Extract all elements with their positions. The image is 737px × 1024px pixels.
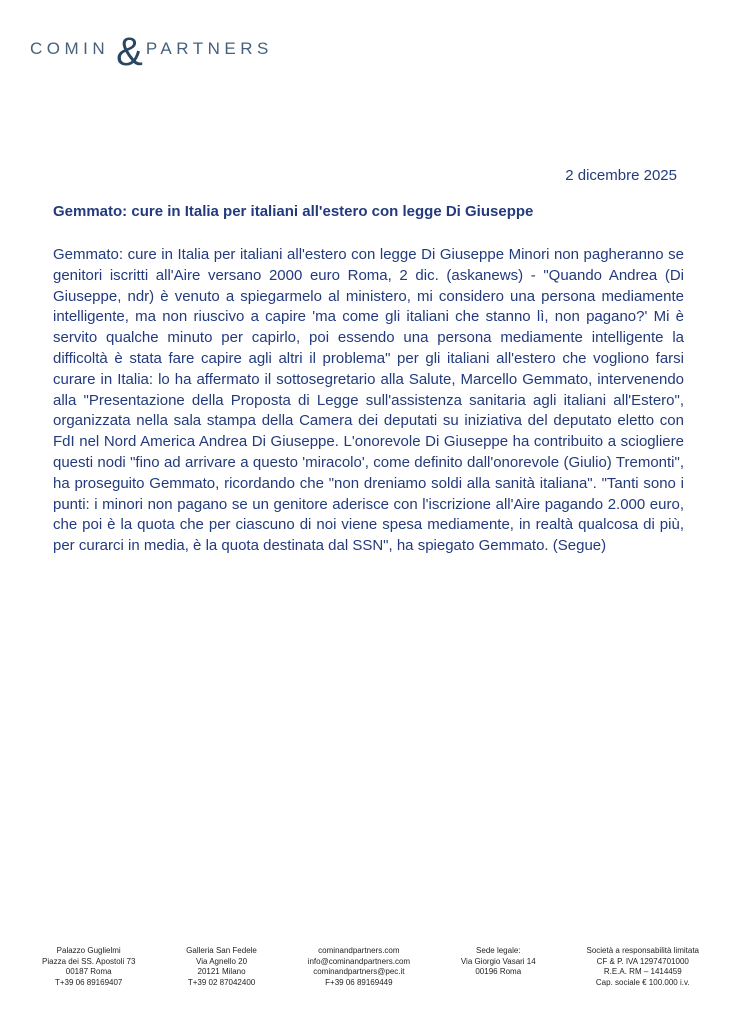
company-logo bbox=[30, 30, 273, 74]
footer-email: info@cominandpartners.com bbox=[307, 956, 411, 966]
footer-line: 20121 Milano bbox=[197, 967, 246, 976]
footer-line: CF & P. IVA 12974701000 bbox=[596, 956, 689, 966]
logo-word-comin: COMIN bbox=[30, 38, 110, 58]
footer-line: Sede legale: bbox=[476, 946, 521, 955]
footer-pec-email: cominandpartners@pec.it bbox=[313, 967, 405, 976]
footer-fax: F+39 06 89169449 bbox=[325, 977, 393, 987]
footer-line: Palazzo Guglielmi bbox=[56, 946, 121, 955]
footer-line: Via Agnello 20 bbox=[196, 956, 248, 966]
footer bbox=[42, 946, 699, 988]
footer-milan-office bbox=[186, 946, 257, 988]
footer-line: Piazza dei SS. Apostoli 73 bbox=[42, 956, 136, 966]
footer-line: Via Giorgio Vasari 14 bbox=[460, 956, 536, 966]
press-release-body: Gemmato: cure in Italia per italiani all'estero con legge Di Giuseppe Minori non pagheranno se genitori iscritti all'Aire versano 2000 euro Roma, 2 dic. (askanews) - "Quando Andrea (Di Giuseppe, ndr) è venuto a spiegarmelo al ministero, mi considero una persona mediamente intelligente, ma non riuscivo a capire 'ma come gli italiani che stanno lì, non pagano?' Mi è servito qualche minuto per capirlo, poi essendo una persona mediamente intelligente la difficoltà è stata fare capire agli altri il problema" per gli italiani all'estero che vogliono farsi curare in Italia: lo ha affermato il sottosegretario alla Salute, Marcello Gemmato, intervenendo alla "Presentazione della Proposta di Legge sull'assistenza sanitaria agli italiani all'Estero", organizzata nella sala stampa della Camera dei deputati su iniziativa del deputato eletto con FdI nel Nord America Andrea Di Giuseppe. L'onorevole Di Giuseppe ha contribuito a sciogliere questi nodi "fino ad arrivare a questo 'miracolo', come definito dall'onorevole (Giulio) Tremonti", ha proseguito Gemmato, ricordando che "non dreniamo soldi alla sanità italiana". "Tanti sono i punti: i minori non pagano se un genitore aderisce con l'iscrizione all'Aire pagando 2.000 euro, che poi è la quota che per ciascuno di noi viene spesa mediamente, in realtà qualcosa di più, per curarci in media, è la quota destinata dal SSN", ha spiegato Gemmato. (Segue) bbox=[53, 246, 684, 555]
footer-line: R.E.A. RM – 1414459 bbox=[603, 967, 682, 976]
footer-line: Società a responsabilità limitata bbox=[586, 946, 699, 955]
document-date: 2 dicembre 2025 bbox=[565, 167, 677, 184]
footer-legal-seat bbox=[461, 946, 536, 978]
footer-line: T+39 06 89169407 bbox=[54, 977, 123, 987]
footer-rome-office bbox=[42, 946, 135, 988]
footer-line: T+39 02 87042400 bbox=[187, 977, 256, 987]
footer-line: 00187 Roma bbox=[65, 967, 112, 976]
logo-ampersand-icon: & bbox=[116, 30, 143, 74]
logo-word-partners: PARTNERS bbox=[145, 38, 273, 58]
footer-line: 00196 Roma bbox=[475, 967, 522, 976]
footer-contacts bbox=[308, 946, 410, 988]
footer-line: Cap. sociale € 100.000 i.v. bbox=[595, 977, 690, 987]
footer-website: cominandpartners.com bbox=[318, 946, 400, 955]
footer-line: Galleria San Fedele bbox=[186, 946, 257, 955]
press-release-headline: Gemmato: cure in Italia per italiani all'estero con legge Di Giuseppe bbox=[53, 203, 534, 220]
footer-company-info bbox=[586, 946, 699, 988]
